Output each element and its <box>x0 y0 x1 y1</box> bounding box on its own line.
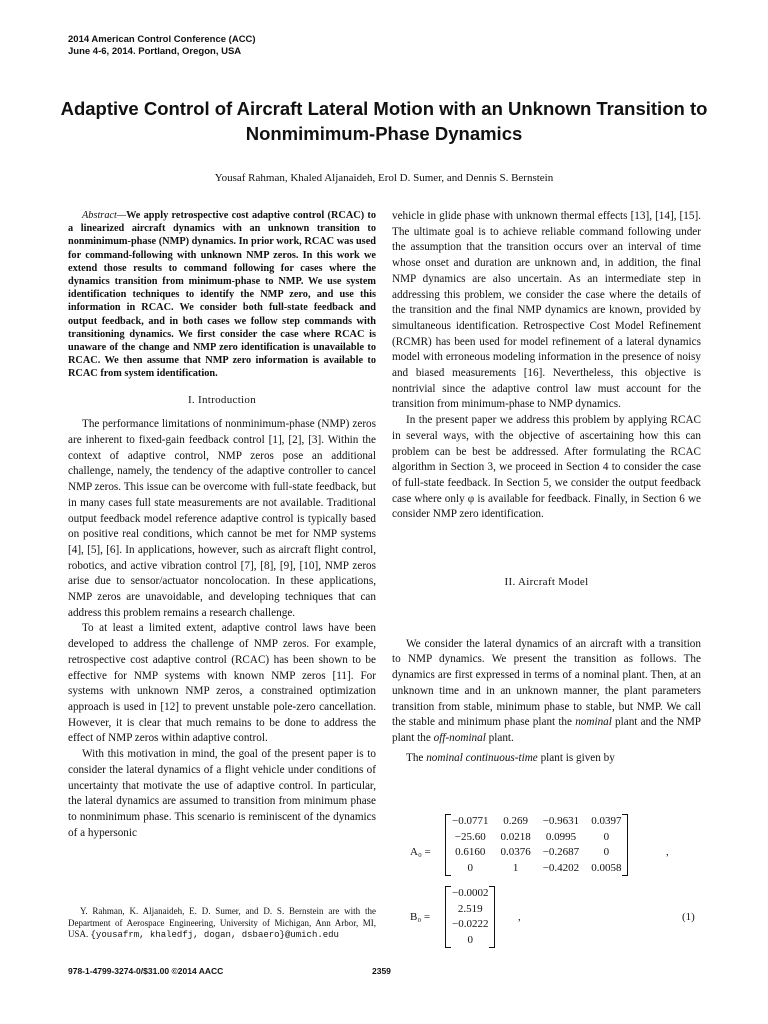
matrix-A0-cell: −25.60 <box>454 830 486 843</box>
matrix-A0-cell: 0.0058 <box>591 861 622 874</box>
matrix-A0-cell: −0.4202 <box>542 861 580 874</box>
matrix-A0-row <box>446 830 627 846</box>
matrix-A0-cell: 0.269 <box>503 815 528 827</box>
matrix-B0-cell: 2.519 <box>457 902 483 915</box>
A0-comma: , <box>666 846 669 858</box>
nominal-term: nominal <box>575 716 612 729</box>
abstract-text: We apply retrospective cost adaptive control (RCAC) to a linearized aircraft dynamics with an unknown transition to nonminimum-phase (NMP) dynamics. In prior work, RCAC was used for command-following with unknown NMP zeros. In this work we extend those results to command following for cases where the dynamics transition from minimum-phase to NMP. We use system identification techniques to identify the NMP zero, and use this information in RCAC. We consider both full-state feedback and output feedback, and in both cases we follow step commands with transitioning dynamics. We first consider the case where RCAC is unaware of the change and NMP zero identification is unavailable to RCAC. We then assume that NMP zero information is available to RCAC from system identification. <box>68 210 376 380</box>
conference-name: 2014 American Control Conference (ACC) <box>68 34 256 45</box>
section-heading-aircraft-model: II. Aircraft Model <box>504 576 589 589</box>
matrix-B0-cell: 0 <box>467 933 473 946</box>
equation-number: (1) <box>682 911 695 923</box>
left-column <box>68 209 376 841</box>
matrix-A0-cell: −0.2687 <box>542 846 580 858</box>
intro-paragraph-2: To at least a limited extent, adaptive control laws have been developed to address the challenge of NMP zeros. For example, retrospective cost adaptive control (RCAC) has been shown to be effective for NMP systems with known NMP zeros [11]. For systems with unknown NMP zeros, a constrained optimization approach is used in [12] to prevent unstable pole-zero cancellation. However, it is clear that much remains to be done to address the effect of NMP zeros within adaptive control. <box>68 622 376 745</box>
matrix-A0-cell: 0.0218 <box>500 830 531 843</box>
matrix-A0-cell: −0.9631 <box>542 815 580 827</box>
matrix-A0-row <box>446 845 627 861</box>
conference-location: June 4-6, 2014. Portland, Oregon, USA <box>68 46 242 57</box>
isbn-copyright: 978-1-4799-3274-0/$31.00 ©2014 AACC <box>68 966 224 976</box>
matrix-A0-row <box>446 861 627 877</box>
B0-label: B₀ = <box>410 911 431 923</box>
matrix-B0-cell: −0.0002 <box>452 887 489 899</box>
B0-comma: , <box>518 911 521 923</box>
matrix-A0-row <box>446 814 627 830</box>
matrix-A0-cell: 0 <box>603 846 610 858</box>
abstract: Abstract—We apply retrospective cost adaptive control (RCAC) to a linearized aircraft dynamics with an unknown transition to nonminimum-phase (NMP) dynamics. In prior work, RCAC was used for command-following with unknown NMP zeros. In this work we extend those results to command following for cases where the dynamics transition from minimum-phase to NMP. We use system identification techniques to identify the NMP zero, and use this information in RCAC. We consider both full-state feedback and output feedback, and in both cases we follow step commands with transitioning dynamics. We first consider the case where RCAC is unaware of the change and NMP zero identification is unavailable to RCAC. We then assume that NMP zero information is available to RCAC from system identification. <box>68 210 376 380</box>
matrix-B0-row <box>446 902 494 918</box>
right-paragraph-2: In the present paper we address this problem by applying RCAC in several ways, with the objective of ascertaining how this can problem can be best be addressed. After formulating the RCAC algorithm in Section 3, we proceed in Section 4 to consider the case of full-state feedback. In Section 5, we consider the output feedback case where only φ is available for feedback. Finally, in Section 6 we consider NMP zero identification. <box>392 414 701 521</box>
matrix-A0-cell: 0.0995 <box>545 830 577 843</box>
intro-paragraph-1: The performance limitations of nonminimum-phase (NMP) zeros are inherent to fixed-gain feedback control [1], [2], [3]. Within the context of adaptive control, NMP zeros pose an additional challenge, namely, the tendency of the adaptive controller to cancel NMP zeros. This issue can be overcome with full-state feedback, but in many cases full state measurements are not available. Traditional output feedback model reference adaptive control is typically based on positive real conditions, which cannot be met for NMP systems [4], [5], [6]. In applications, however, such as aircraft flight control, robotics, and active vibration control [7], [8], [9], [10], NMP zeros arise due to sensor/actuator noncolocation. In these applications, NMP zeros are unavoidable, and developing techniques that can address this problem remains a research challenge. <box>68 418 376 619</box>
matrix-A0-cell: 1 <box>512 861 519 874</box>
matrix-A0-cell: 0.0376 <box>500 846 531 858</box>
matrix-A0-table <box>446 814 627 876</box>
authors: Yousaf Rahman, Khaled Aljanaideh, Erol D. Sumer, and Dennis S. Bernstein <box>214 172 554 184</box>
section-heading-introduction: I. Introduction <box>187 393 257 406</box>
paper-title: Adaptive Control of Aircraft Lateral Motion with an Unknown Transition to Nonmimimum-Phase Dynamics <box>60 98 708 144</box>
plant-intro-sentence: The nominal continuous-time plant is given by <box>406 751 615 764</box>
right-paragraph-1: vehicle in glide phase with unknown thermal effects [13], [14], [15]. The ultimate goal is to achieve reliable command following under the assumption that the transition occurs over an interval of time whose onset and duration are unknown and, in addition, the final NMP dynamics are also uncertain. As an intermediate step in addressing this problem, we consider the case where the details of the transition and the final NMP dynamics are known, provided by simultaneous identification. Retrospective Cost Model Refinement (RCMR) has been used for model refinement of a lateral dynamics model with erroneous modeling information in the presence of noisy and biased measurements [16]. Nevertheless, this objective is nontrivial since the adaptive control law must account for the transition from minimum-phase to NMP dynamics. <box>392 210 701 411</box>
matrix-A0-cell: 0.0397 <box>591 815 622 827</box>
author-footnote <box>68 906 376 942</box>
off-nominal-term: off-nominal <box>433 731 486 744</box>
abstract-label: Abstract <box>82 210 117 221</box>
matrix-B0-row <box>446 886 494 902</box>
footnote-emails: {yousafrm, khaledfj, dogan, dsbaero}@umich.edu <box>90 930 339 940</box>
page-number: 2359 <box>372 966 391 976</box>
A0-label: A₀ = <box>410 846 431 858</box>
matrix-B0 <box>445 886 495 948</box>
footnote-text: Y. Rahman, K. Aljanaideh, E. D. Sumer, and D. S. Bernstein are with the Department of Aerospace Engineering, University of Michigan, Ann Arbor, MI, USA. <box>68 906 376 939</box>
matrix-B0-table <box>446 886 494 948</box>
intro-paragraph-3: With this motivation in mind, the goal of the present paper is to consider the lateral dynamics of a flight vehicle under conditions of uncertainty that motivate the use of adaptive control. In particular, the lateral dynamics are assumed to transition from minimum phase to nonminimum phase. This scenario is reminiscent of the dynamics of a hypersonic <box>68 748 376 839</box>
conference-header <box>68 34 256 58</box>
matrix-A0-cell: 0 <box>603 830 610 843</box>
right-column <box>392 209 701 766</box>
matrix-A0 <box>445 814 628 876</box>
matrix-B0-cell: −0.0222 <box>452 918 489 930</box>
matrix-B0-row <box>446 917 494 933</box>
matrix-A0-cell: −0.0771 <box>452 815 489 827</box>
matrix-A0-cell: 0.6160 <box>455 846 486 858</box>
aircraft-model-paragraph: We consider the lateral dynamics of an aircraft with a transition to NMP dynamics. We present the transition as follows. The dynamics are first expressed in terms of a nominal plant. Then, at an unknown time and in an unknown manner, the plant parameters transition from stable, minimum phase to stable, but NMP. We call the stable and minimum phase plant the nominal plant and the NMP plant the off-nominal plant. <box>392 637 702 744</box>
matrix-A0-cell: 0 <box>467 861 473 874</box>
matrix-B0-row <box>446 933 494 949</box>
